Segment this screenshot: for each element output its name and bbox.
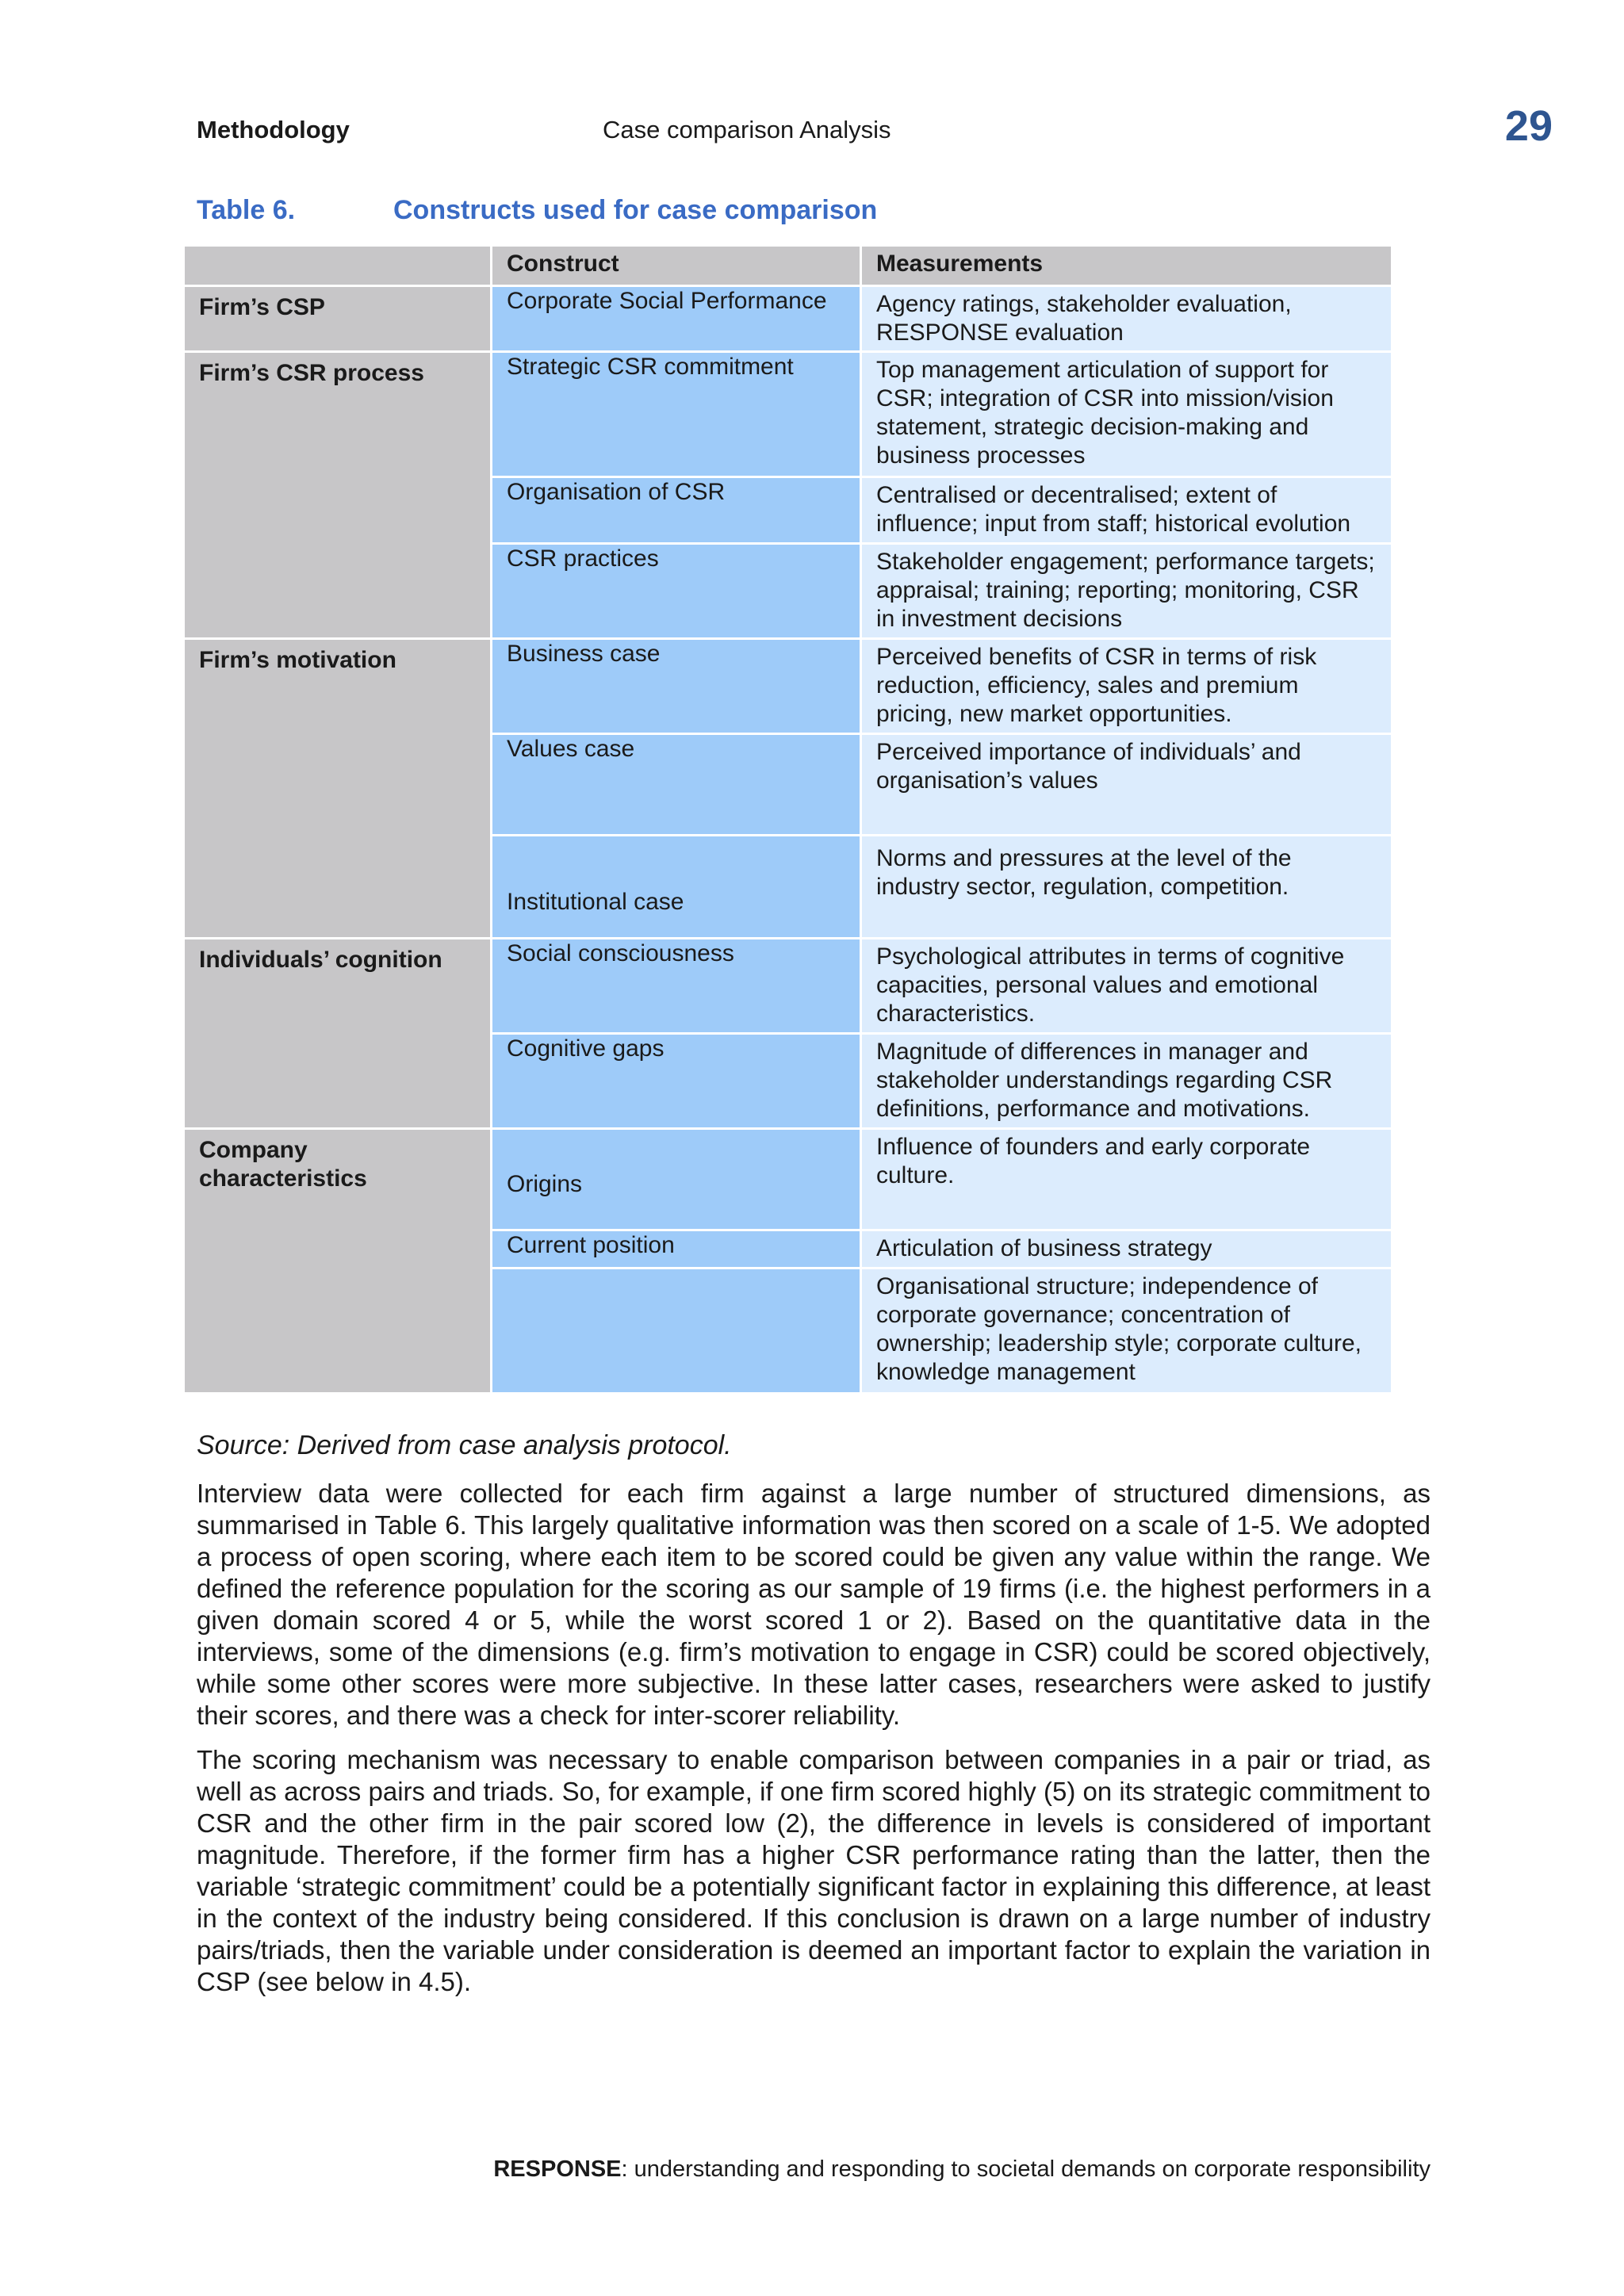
measurement-cell: Top management articulation of support for CSR; integration of CSR into mission/vision statement, strategic decision-making and business processes [861, 352, 1392, 477]
measurement-cell: Psychological attributes in terms of cognitive capacities, personal values and emotional characteristics. [861, 939, 1392, 1034]
measurement-cell: Organisational structure; independence of corporate governance; concentration of ownership; leadership style; corporate culture, knowledge management [861, 1269, 1392, 1394]
construct-cell: Values case [492, 734, 861, 836]
construct-cell [492, 1269, 861, 1394]
construct-cell: Strategic CSR commitment [492, 352, 861, 477]
measurement-cell: Stakeholder engagement; performance targets; appraisal; training; reporting; monitoring, CSR in investment decisions [861, 544, 1392, 639]
measurement-cell: Perceived importance of individuals’ and organisation’s values [861, 734, 1392, 836]
footer-text: : understanding and responding to societal demands on corporate responsibility [621, 2156, 1431, 2182]
table-caption-number: Table 6. [197, 195, 296, 225]
page-header [197, 102, 1553, 157]
table-row [184, 1129, 1392, 1230]
table-header-row [184, 246, 1392, 286]
construct-cell: Social consciousness [492, 939, 861, 1034]
footer-brand: RESPONSE [493, 2156, 622, 2182]
group-cell: Firm’s CSR process [184, 352, 492, 639]
table-caption-title: Constructs used for case comparison [393, 195, 878, 225]
body-paragraph: Interview data were collected for each firm against a large number of structured dimensions, as summarised in Table 6. This largely qualitative information was then scored on a scale of 1-5. We adopted a process of open scoring, where each item to be scored could be given any value within the range. We defined the reference population for the scoring as our sample of 19 firms (i.e. the highest performers in a given domain scored 4 or 5, while the worst scored 1 or 2). Based on the quantitative data in the interviews, some of the dimensions (e.g. firm’s motivation to engage in CSR) could be scored objectively, while some other scores were more subjective. In these latter cases, researchers were asked to justify their scores, and there was a check for inter-scorer reliability. [197, 1479, 1431, 1730]
header-title: Case comparison Analysis [603, 116, 891, 144]
construct-cell: Organisation of CSR [492, 477, 861, 544]
group-cell: Firm’s motivation [184, 639, 492, 939]
measurement-cell: Magnitude of differences in manager and stakeholder understandings regarding CSR definitions, performance and motivations. [861, 1034, 1392, 1129]
page-footer [428, 2156, 1431, 2183]
measurement-cell: Influence of founders and early corporate culture. [861, 1129, 1392, 1230]
construct-cell: Current position [492, 1230, 861, 1269]
construct-cell: Institutional case [492, 836, 861, 939]
table-source: Source: Derived from case analysis protocol. [197, 1430, 732, 1460]
table-row [184, 352, 1392, 477]
measurement-cell: Agency ratings, stakeholder evaluation, RESPONSE evaluation [861, 286, 1392, 352]
construct-cell: Corporate Social Performance [492, 286, 861, 352]
measurement-cell: Articulation of business strategy [861, 1230, 1392, 1269]
body-paragraph: The scoring mechanism was necessary to enable comparison between companies in a pair or triad, as well as across pairs and triads. So, for example, if one firm scored highly (5) on its strategic commitment to CSR and the other firm in the pair scored low (2), the difference in levels is considered of important magnitude. Therefore, if the former firm has a higher CSR performance rating than the latter, then the variable ‘strategic commitment’ could be a potentially significant factor in explaining this difference, at least in the context of the industry being considered. If this conclusion is drawn on a large number of industry pairs/triads, then the variable under consideration is deemed an important factor to explain the variation in CSP (see below in 4.5). [197, 1745, 1431, 1996]
table-row [184, 286, 1392, 352]
header-cell-measurements: Measurements [861, 246, 1392, 286]
construct-cell: Origins [492, 1129, 861, 1230]
group-cell: Individuals’ cognition [184, 939, 492, 1129]
constructs-table [182, 244, 1393, 1395]
construct-cell: Cognitive gaps [492, 1034, 861, 1129]
page-number: 29 [1504, 102, 1553, 150]
measurement-cell: Perceived benefits of CSR in terms of risk reduction, efficiency, sales and premium pricing, new market opportunities. [861, 639, 1392, 734]
construct-cell: Business case [492, 639, 861, 734]
header-cell-construct: Construct [492, 246, 861, 286]
measurement-cell: Centralised or decentralised; extent of influence; input from staff; historical evolution [861, 477, 1392, 544]
group-cell: Firm’s CSP [184, 286, 492, 352]
measurement-cell: Norms and pressures at the level of the industry sector, regulation, competition. [861, 836, 1392, 939]
construct-cell: CSR practices [492, 544, 861, 639]
table-row [184, 939, 1392, 1034]
group-cell: Company characteristics [184, 1129, 492, 1394]
table-caption [197, 195, 877, 226]
header-cell-empty [184, 246, 492, 286]
header-section: Methodology [197, 116, 350, 144]
table-row [184, 639, 1392, 734]
